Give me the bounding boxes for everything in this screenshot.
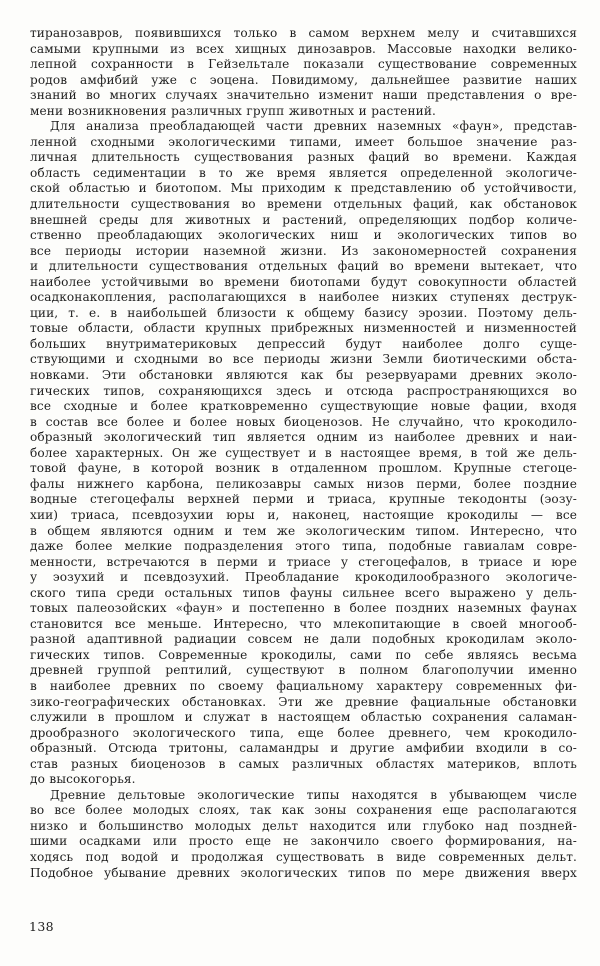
text-line: длительности существования во времени отдельных фаций, как обстановок	[30, 197, 577, 212]
text-line: образный экологический тип является одним из наиболее древних и наи-	[30, 430, 577, 445]
text-line: ходясь под водой и продолжая существовать в виде современных дельт.	[30, 849, 577, 864]
text-line: даже более мелкие подразделения этого типа, подобные гавиалам совре-	[30, 539, 577, 554]
text-line: все периоды истории наземной жизни. Из закономерностей сохранения	[30, 243, 577, 258]
text-line: разной адаптивной радиации совсем не дали подобных крокодилам эколо-	[30, 632, 577, 647]
text-line: гических типов. Современные крокодилы, сами по себе являясь весьма	[30, 647, 577, 662]
page-number: 138	[29, 919, 54, 934]
text-line: менности, встречаются в перми и триасе у стегоцефалов, в триасе и юре	[30, 554, 577, 569]
text-line: тиранозавров, появившихся только в самом верхнем мелу и считавшихся	[30, 26, 577, 40]
text-block	[30, 26, 577, 881]
text-line: более характерных. Он же существует и в настоящее время, в той же дель-	[30, 445, 577, 460]
text-line: внешней среды для животных и растений, определяющих подбор количе-	[30, 212, 577, 227]
text-line: до высокогорья.	[30, 772, 136, 787]
text-line: в состав все более и более новых биоценозов. Не случайно, что крокодило-	[30, 414, 577, 429]
text-line: древней группой рептилий, существуют в полном благополучии именно	[30, 663, 577, 678]
text-line: фалы нижнего карбона, пеликозавры самых низов перми, более поздние	[30, 476, 577, 491]
text-line: ского типа среди остальных типов фауны сильнее всего выражено у дель-	[30, 585, 577, 600]
text-line: Для анализа преобладающей части древних наземных «фаун», представ-	[50, 119, 577, 134]
text-line: осадконакопления, располагающихся в наиболее низких ступенях деструк-	[30, 290, 577, 305]
text-line: во все более молодых слоях, так как зоны сохранения еще располагаются	[30, 803, 577, 818]
text-line: зико-географических обстановках. Эти же древние фациальные обстановки	[30, 694, 577, 709]
text-line: родов амфибий уже с эоцена. Повидимому, дальнейшее развитие наших	[30, 72, 577, 87]
text-line: Древние дельтовые экологические типы находятся в убывающем числе	[50, 787, 577, 802]
text-line: дрообразного экологического типа, еще более древнего, чем крокодило-	[30, 725, 577, 740]
text-line: хии) триаса, псевдозухии юры и, наконец, настоящие крокодилы — все	[30, 507, 577, 522]
text-line: Подобное убывание древних экологических типов по мере движения вверх	[30, 865, 577, 880]
text-line: низко и большинство молодых дельт находится или глубоко над поздней-	[30, 818, 577, 833]
text-line: новками. Эти обстановки являются как бы резервуарами древних эколо-	[30, 368, 577, 383]
text-line: область седиментации в то же время является определенной экологиче-	[30, 165, 577, 180]
text-line: став разных биоценозов в самых различных областях материков, вплоть	[30, 756, 577, 771]
text-line: ственно преобладающих экологических ниш и экологических типов во	[30, 228, 577, 243]
text-line: у эозухий и псевдозухий. Преобладание крокодилообразного экологиче-	[30, 570, 577, 585]
text-line: товые области, области крупных прибрежных низменностей и низменностей	[30, 321, 577, 336]
text-line: знаний во многих случаях значительно изменит наши представления о вре-	[30, 88, 577, 103]
text-line: ствующими и сходными во все периоды жизни Земли биотическими обста-	[30, 352, 577, 367]
text-line: мени возникновения различных групп животных и растений.	[30, 103, 436, 118]
text-line: шими осадками или просто еще не закончило своего формирования, на-	[30, 834, 577, 849]
text-line: служили в прошлом и служат в настоящем областью сохранения саламан-	[30, 710, 577, 725]
text-line: и длительности существования отдельных фаций во времени вытекает, что	[30, 259, 577, 274]
text-line: больших внутриматериковых депрессий будут наиболее долго суще-	[30, 336, 577, 351]
text-line: ленной сходными экологическими типами, имеет большое значение раз-	[30, 134, 577, 149]
text-line: личная длительность существования разных фаций во времени. Каждая	[30, 150, 577, 165]
text-line: образный. Отсюда тритоны, саламандры и другие амфибии входили в со-	[30, 741, 577, 756]
text-line: лепной сохранности в Гейзельтале показали существование современных	[30, 57, 577, 72]
text-line: товой фауне, в которой возник в отдаленном прошлом. Крупные стегоце-	[30, 461, 577, 476]
text-line: ской областью и биотопом. Мы приходим к представлению об устойчивости,	[30, 181, 577, 196]
text-line: все сходные и более кратковременно существующие новые фации, входя	[30, 399, 577, 414]
text-line: наиболее устойчивыми во времени биотопами будут совокупности областей	[30, 274, 577, 289]
text-line: ции, т. е. в наибольшей близости к общему базису эрозии. Поэтому дель-	[30, 305, 577, 320]
text-line: в наиболее древних по своему фациальному характеру современных фи-	[30, 678, 577, 693]
text-line: самыми крупными из всех хищных динозавров. Массовые находки велико-	[30, 41, 577, 56]
text-line: водные стегоцефалы верхней перми и триаса, крупные текодонты (эозу-	[30, 492, 577, 507]
text-line: товых палеозойских «фаун» и постепенно в более поздних наземных фаунах	[30, 601, 577, 616]
text-line: в общем являются одним и тем же экологическим типом. Интересно, что	[30, 523, 577, 538]
text-line: становится все меньше. Интересно, что млекопитающие в своей многооб-	[30, 616, 577, 631]
text-line: гических типов, сохраняющихся здесь и отсюда распространяющихся во	[30, 383, 577, 398]
